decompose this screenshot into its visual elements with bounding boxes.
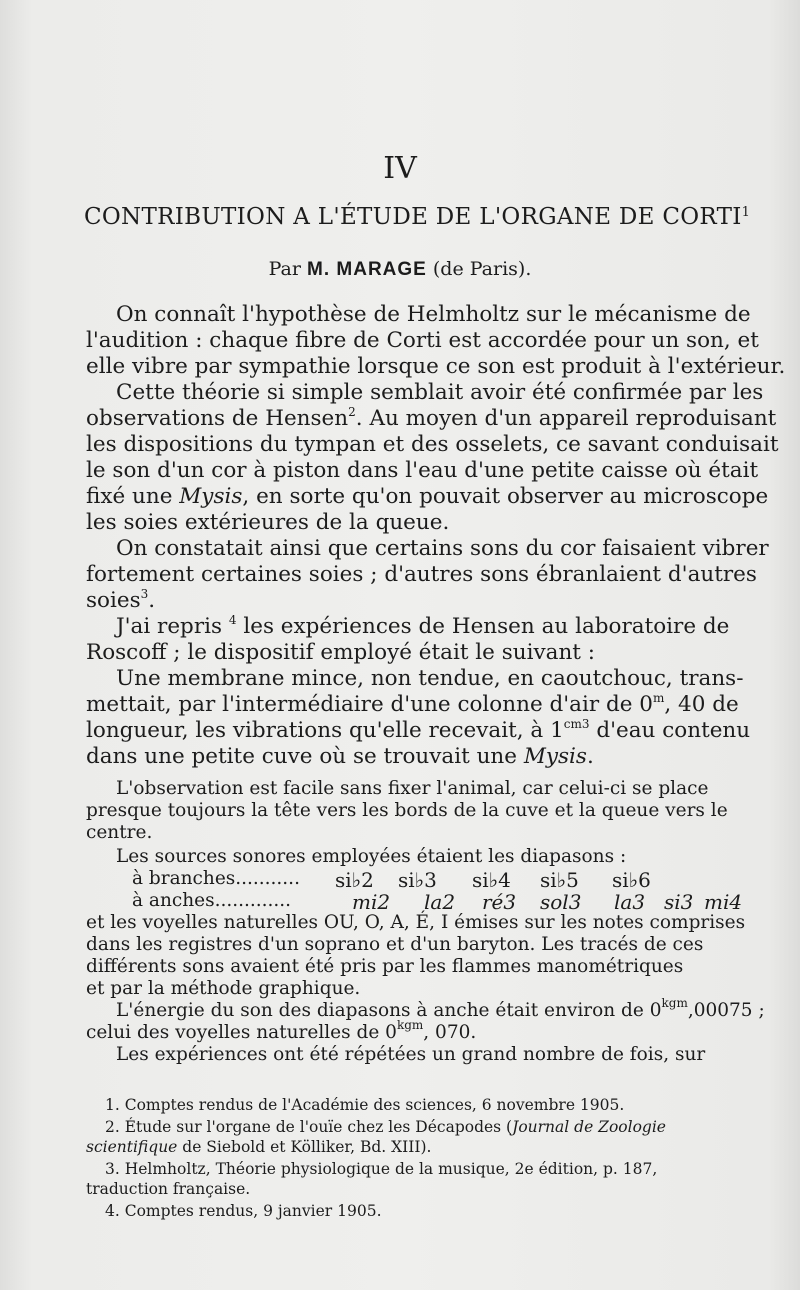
text-line (86, 1018, 736, 1043)
note-si3b: si3 (664, 890, 694, 914)
unit-sup: cm3 (563, 717, 590, 731)
text-line: Roscoff ; le dispositif employé était le suivant : (86, 640, 596, 665)
text-line (86, 691, 739, 717)
text-span: J'ai repris (116, 614, 223, 639)
text-line: presque toujours la tête vers les bords de la cuve et la queue vers le (86, 800, 728, 821)
text-line (116, 613, 736, 639)
text-span: observations de Hensen (86, 406, 349, 431)
note-la2: la2 (424, 890, 456, 914)
note-si2: si♭2 (335, 868, 374, 892)
text-span: . Au moyen d'un appareil reproduisant (355, 406, 777, 431)
note-mi2: mi2 (352, 890, 391, 914)
italic-term: Mysis (179, 484, 243, 509)
footnote-2-cont (86, 1140, 719, 1156)
text-line: dans les registres d'un soprano et d'un baryton. Les tracés de ces (86, 934, 704, 955)
text-line: le son d'un cor à piston dans l'eau d'une petite caisse où était (86, 458, 759, 483)
branches-label: à branches........... (132, 868, 300, 889)
footnote-ref: 3 (140, 587, 149, 601)
text-line: Une membrane mince, non tendue, en caoutchouc, trans- (116, 666, 744, 691)
text-line (86, 405, 777, 431)
note-si3: si♭3 (398, 868, 437, 892)
text-line (86, 484, 769, 509)
footnote-3: 3. Helmholtz, Théorie physiologique de la musique, 2e édition, p. 187, (105, 1160, 658, 1178)
footnote-ref: 4 (228, 613, 237, 627)
unit-sup: kgm (661, 996, 688, 1010)
note-si5: si♭5 (540, 868, 579, 892)
note-sol3: sol3 (540, 890, 582, 914)
author-affiliation: (de Paris). (432, 258, 532, 280)
text-line: fortement certaines soies ; d'autres sons ébranlaient d'autres (86, 562, 757, 587)
unit-sup: m (652, 691, 665, 705)
note-la3: la3 (614, 890, 646, 914)
text-span: longueur, les vibrations qu'elle recevait, à 1 (86, 718, 564, 743)
anches-label: à anches............. (132, 890, 292, 911)
text-line: On constatait ainsi que certains sons du cor faisaient vibrer (116, 536, 769, 561)
text-line (86, 746, 736, 768)
text-span: celui des voyelles naturelles de 0 (86, 1022, 397, 1043)
note-re3: ré3 (482, 890, 517, 914)
text-span: ,00075 ; (687, 1000, 765, 1021)
title-footnote-ref: 1 (741, 205, 751, 220)
author-prefix: Par (268, 258, 301, 280)
text-line: les soies extérieures de la queue. (86, 510, 450, 535)
text-line: et par la méthode graphique. (86, 978, 361, 999)
text-line: différents sons avaient été pris par les flammes manométriques (86, 956, 684, 977)
text-line: Cette théorie si simple semblait avoir été confirmée par les (116, 380, 764, 405)
author-name: M. MARAGE (307, 259, 427, 280)
text-span: , 070. (423, 1022, 477, 1043)
text-line: et les voyelles naturelles OU, O, A, É, I émises sur les notes comprises (86, 912, 746, 933)
text-span: , en sorte qu'on pouvait observer au microscope (242, 484, 769, 509)
note-si6: si♭6 (612, 868, 651, 892)
text-span: soies (86, 588, 141, 613)
italic-term: Mysis (523, 744, 587, 769)
note-mi4: mi4 (704, 890, 743, 914)
author-line (0, 258, 800, 281)
text-span: mettait, par l'intermédiaire d'une colonne d'air de 0 (86, 692, 653, 717)
text-span: de Siebold et Kölliker, Bd. XIII). (177, 1138, 432, 1156)
footnote-ref: 2 (348, 405, 356, 419)
text-line (86, 587, 736, 613)
text-line: l'audition : chaque fibre de Corti est accordée pour un son, et (86, 328, 759, 353)
text-span: , 40 de (664, 692, 739, 717)
text-span: . (586, 744, 594, 769)
text-line: On connaît l'hypothèse de Helmholtz sur le mécanisme de (116, 302, 751, 327)
text-line: Les expériences ont été répétées un grand nombre de fois, sur (116, 1044, 706, 1065)
text-span: fixé une (86, 484, 173, 509)
text-span: dans une petite cuve où se trouvait une (86, 744, 517, 769)
journal-title: Journal de Zoologie (512, 1118, 666, 1136)
text-line: Les sources sonores employées étaient les diapasons : (116, 846, 627, 867)
note-si4: si♭4 (472, 868, 511, 892)
text-line: les dispositions du tympan et des osselets, ce savant conduisait (86, 432, 779, 457)
text-span: . (148, 588, 156, 613)
text-line: elle vibre par sympathie lorsque ce son est produit à l'extérieur. (86, 354, 786, 379)
text-line (116, 996, 765, 1021)
unit-sup: kgm (396, 1018, 424, 1032)
text-line: L'observation est facile sans fixer l'animal, car celui-ci se place (116, 778, 709, 799)
text-span: d'eau contenu (596, 718, 751, 743)
journal-title-cont: scientifique (86, 1138, 178, 1156)
article-title (84, 204, 751, 230)
text-line (86, 717, 751, 743)
text-span: 2. Étude sur l'organe de l'ouïe chez les Décapodes ( (105, 1118, 513, 1136)
footnote-4: 4. Comptes rendus, 9 janvier 1905. (105, 1202, 382, 1220)
title-text: CONTRIBUTION A L'ÉTUDE DE L'ORGANE DE CORTI (84, 204, 742, 230)
footnote-3-cont: traduction française. (86, 1180, 251, 1198)
text-span: L'énergie du son des diapasons à anche était environ de 0 (116, 1000, 662, 1021)
chapter-number: IV (383, 151, 417, 186)
text-span: les expériences de Hensen au laboratoire de (243, 614, 730, 639)
footnote-1: 1. Comptes rendus de l'Académie des sciences, 6 novembre 1905. (105, 1096, 625, 1114)
text-line: centre. (86, 822, 153, 843)
footnote-2 (105, 1120, 738, 1136)
